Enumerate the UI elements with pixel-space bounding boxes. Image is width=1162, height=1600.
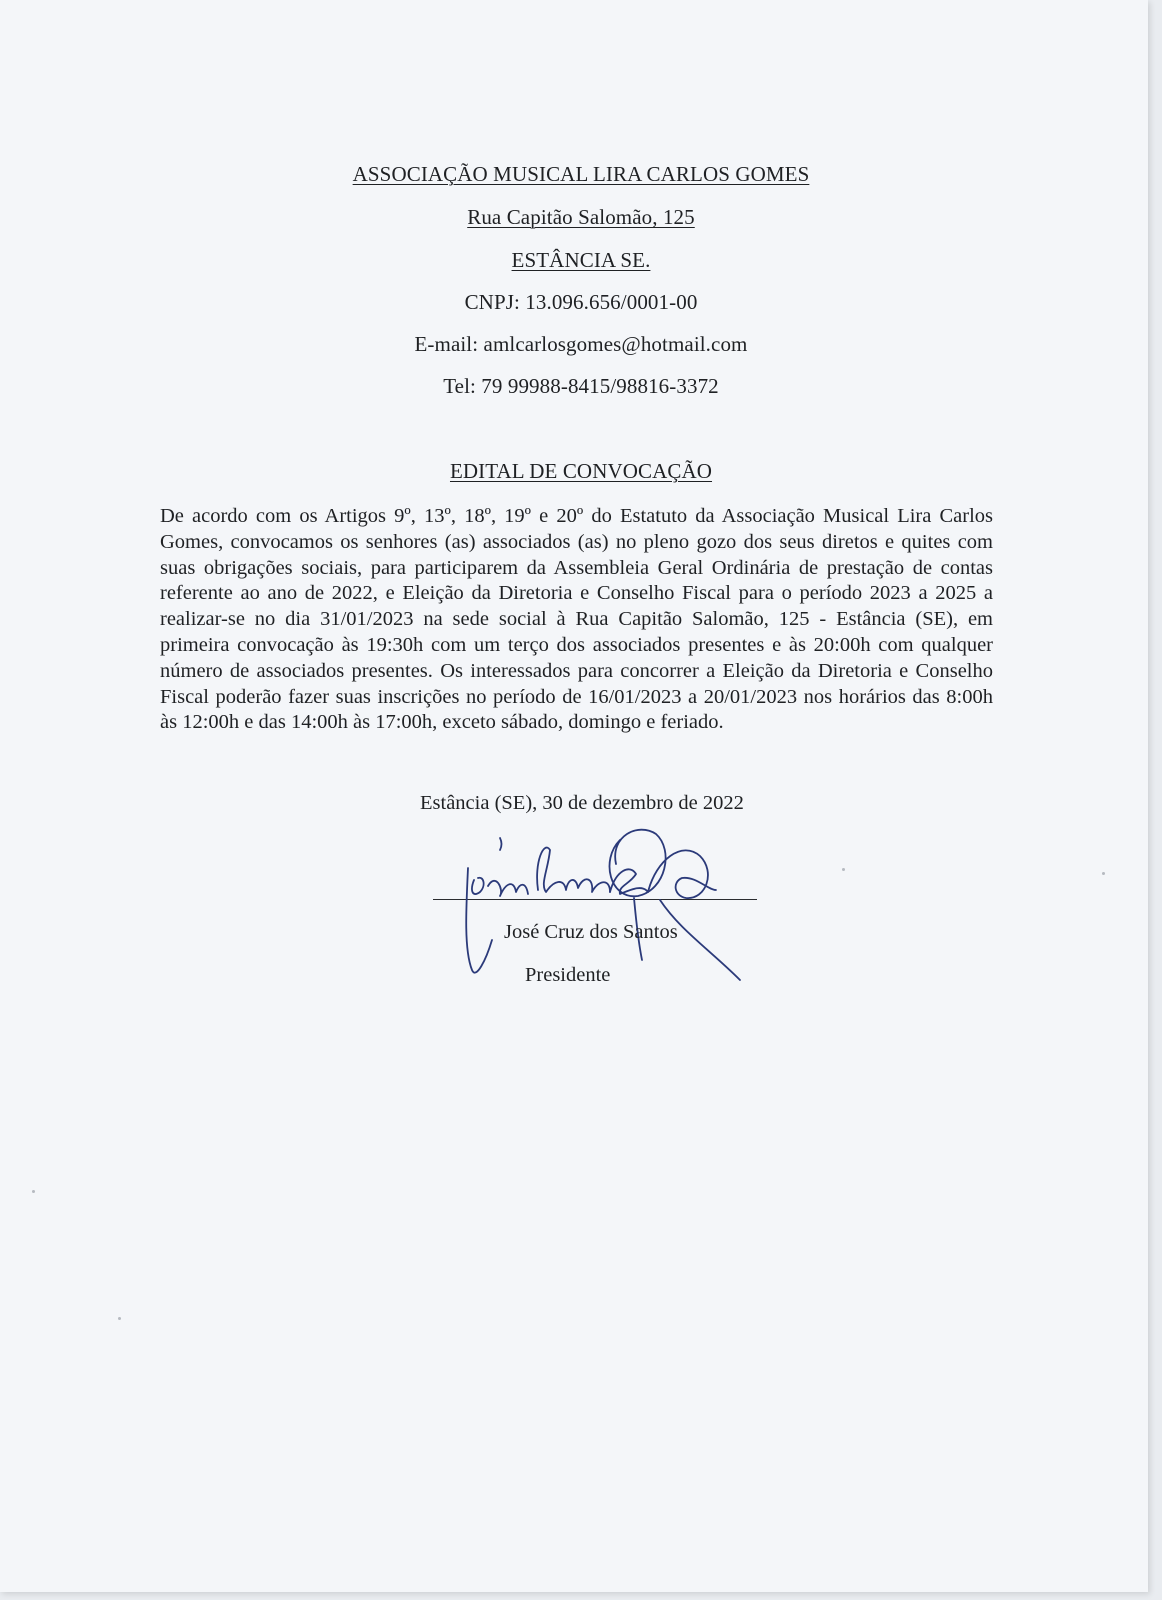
paper-speck: [842, 868, 845, 871]
signer-name: José Cruz dos Santos: [504, 921, 678, 943]
paper-speck: [32, 1190, 35, 1193]
organization-name: ASSOCIAÇÃO MUSICAL LIRA CARLOS GOMES: [352, 162, 810, 186]
organization-city: ESTÂNCIA SE.: [511, 248, 651, 272]
signer-role: Presidente: [525, 964, 611, 986]
handwritten-signature: [460, 820, 770, 1000]
organization-email: E-mail: amlcarlosgomes@hotmail.com: [414, 332, 748, 356]
organization-address: Rua Capitão Salomão, 125: [467, 205, 695, 229]
paper-speck: [1102, 872, 1105, 875]
date-line: Estância (SE), 30 de dezembro de 2022: [420, 792, 744, 814]
paper-speck: [118, 1317, 121, 1320]
organization-phone: Tel: 79 99988-8415/98816-3372: [443, 374, 719, 398]
organization-cnpj: CNPJ: 13.096.656/0001-00: [464, 290, 698, 314]
edital-title: EDITAL DE CONVOCAÇÃO: [449, 459, 713, 483]
edital-body: De acordo com os Artigos 9º, 13º, 18º, 19º e 20º do Estatuto da Associação Musical Lira Carlos Gomes, convocamos os senhores (as) associados (as) no pleno gozo dos seus diretos e quites com suas obrigações sociais, para participarem da Assembleia Geral Ordinária de prestação de contas referente ao ano de 2022, e Eleição da Diretoria e Conselho Fiscal para o período 2023 a 2025 a realizar-se no dia 31/01/2023 na sede social à Rua Capitão Salomão, 125 - Estância (SE), em primeira convocação às 19:30h com um terço dos associados presentes e às 20:00h com qualquer número de associados presentes. Os interessados para concorrer a Eleição da Diretoria e Conselho Fiscal poderão fazer suas inscrições no período de 16/01/2023 a 20/01/2023 nos horários das 8:00h às 12:00h e das 14:00h às 17:00h, exceto sábado, domingo e feriado.: [160, 505, 993, 734]
